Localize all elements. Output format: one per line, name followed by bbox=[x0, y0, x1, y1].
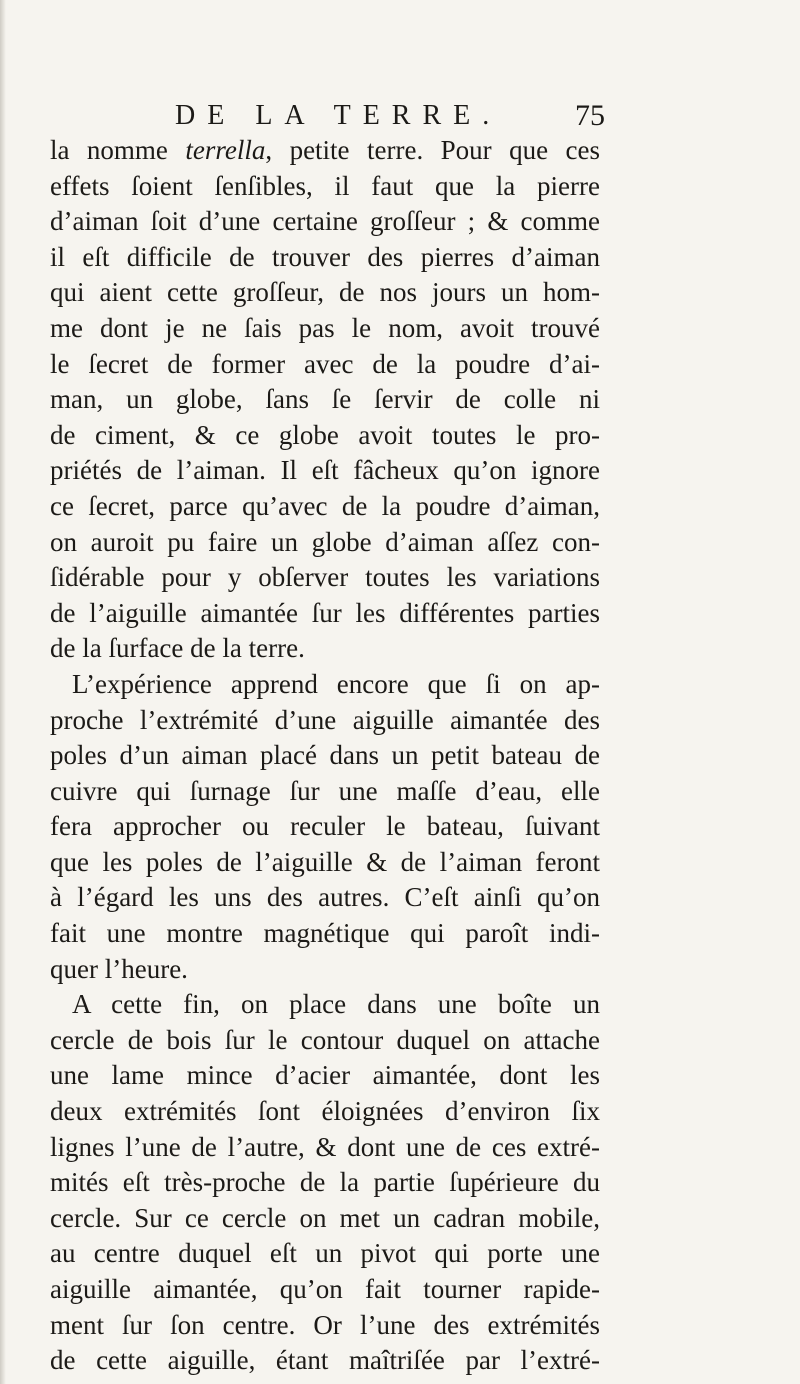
text-line: mités eſt très-proche de la partie ſupérieure du bbox=[50, 1167, 600, 1198]
text-line: de la ſurface de la terre. bbox=[50, 633, 305, 664]
text-line: ſidérable pour y obſerver toutes les variations bbox=[50, 562, 600, 593]
text-line: lignes l’une de l’autre, & dont une de ces extré- bbox=[50, 1131, 600, 1162]
text-line: on auroit pu faire un globe d’aiman aſſez con- bbox=[50, 526, 600, 557]
text-line: cercle de bois ſur le contour duquel on attache bbox=[50, 1024, 600, 1055]
text-line: ment ſur ſon centre. Or l’une des extrémités bbox=[50, 1309, 600, 1340]
text-line: à l’égard les uns des autres. C’eſt ainſi qu’on bbox=[50, 882, 600, 913]
text-line: priétés de l’aiman. Il eſt fâcheux qu’on ignore bbox=[50, 455, 600, 486]
page-number: 75 bbox=[575, 99, 605, 132]
text-line: d’aiman ſoit d’une certaine groſſeur ; & comme bbox=[50, 206, 600, 237]
page-header bbox=[175, 96, 605, 136]
page-edge-shadow bbox=[0, 0, 6, 1384]
text-line: deux extrémités ſont éloignées d’environ ſix bbox=[50, 1096, 600, 1127]
text-line: me dont je ne ſais pas le nom, avoit trouvé bbox=[50, 312, 600, 343]
text-line: proche l’extrémité d’une aiguille aimantée des bbox=[50, 704, 600, 735]
text-line: cercle. Sur ce cercle on met un cadran mobile, bbox=[50, 1202, 600, 1233]
text-line: de l’aiguille aimantée ſur les différentes parties bbox=[50, 597, 600, 628]
text-line: la nomme terrella, petite terre. Pour que ces bbox=[50, 135, 600, 165]
text-line: le ſecret de former avec de la poudre d’ai- bbox=[50, 348, 600, 379]
text-line: effets ſoient ſenſibles, il faut que la pierre bbox=[50, 170, 600, 201]
running-title: DE LA TERRE. bbox=[175, 100, 502, 131]
text-line: fera approcher ou reculer le bateau, ſuivant bbox=[50, 811, 600, 842]
body-text bbox=[50, 133, 600, 1379]
text-line: aiguille aimantée, qu’on fait tourner rapide- bbox=[50, 1274, 600, 1304]
italic-term: terrella bbox=[185, 135, 266, 165]
text-line: poles d’un aiman placé dans un petit bateau de bbox=[50, 740, 600, 771]
text-line: L’expérience apprend encore que ſi on ap- bbox=[72, 668, 600, 699]
text-line: au centre duquel eſt un pivot qui porte une bbox=[50, 1238, 600, 1269]
text-line: quer l’heure. bbox=[50, 953, 188, 984]
text-line: A cette fin, on place dans une boîte un bbox=[72, 989, 600, 1020]
text-line: de cette aiguille, étant maîtriſée par l’extré- bbox=[50, 1345, 600, 1376]
text-line: que les poles de l’aiguille & de l’aiman feront bbox=[50, 846, 600, 877]
text-line: une lame mince d’acier aimantée, dont les bbox=[50, 1060, 600, 1091]
text-line: man, un globe, ſans ſe ſervir de colle ni bbox=[50, 384, 600, 415]
text-line: de ciment, & ce globe avoit toutes le pro- bbox=[50, 419, 600, 450]
text-line: il eſt difficile de trouver des pierres d’aiman bbox=[50, 241, 600, 272]
text-line: qui aient cette groſſeur, de nos jours un hom- bbox=[50, 277, 600, 308]
text-line: ce ſecret, parce qu’avec de la poudre d’aiman, bbox=[50, 490, 600, 521]
text-line: fait une montre magnétique qui paroît indi- bbox=[50, 918, 600, 949]
text-line: cuivre qui ſurnage ſur une maſſe d’eau, elle bbox=[50, 775, 600, 806]
